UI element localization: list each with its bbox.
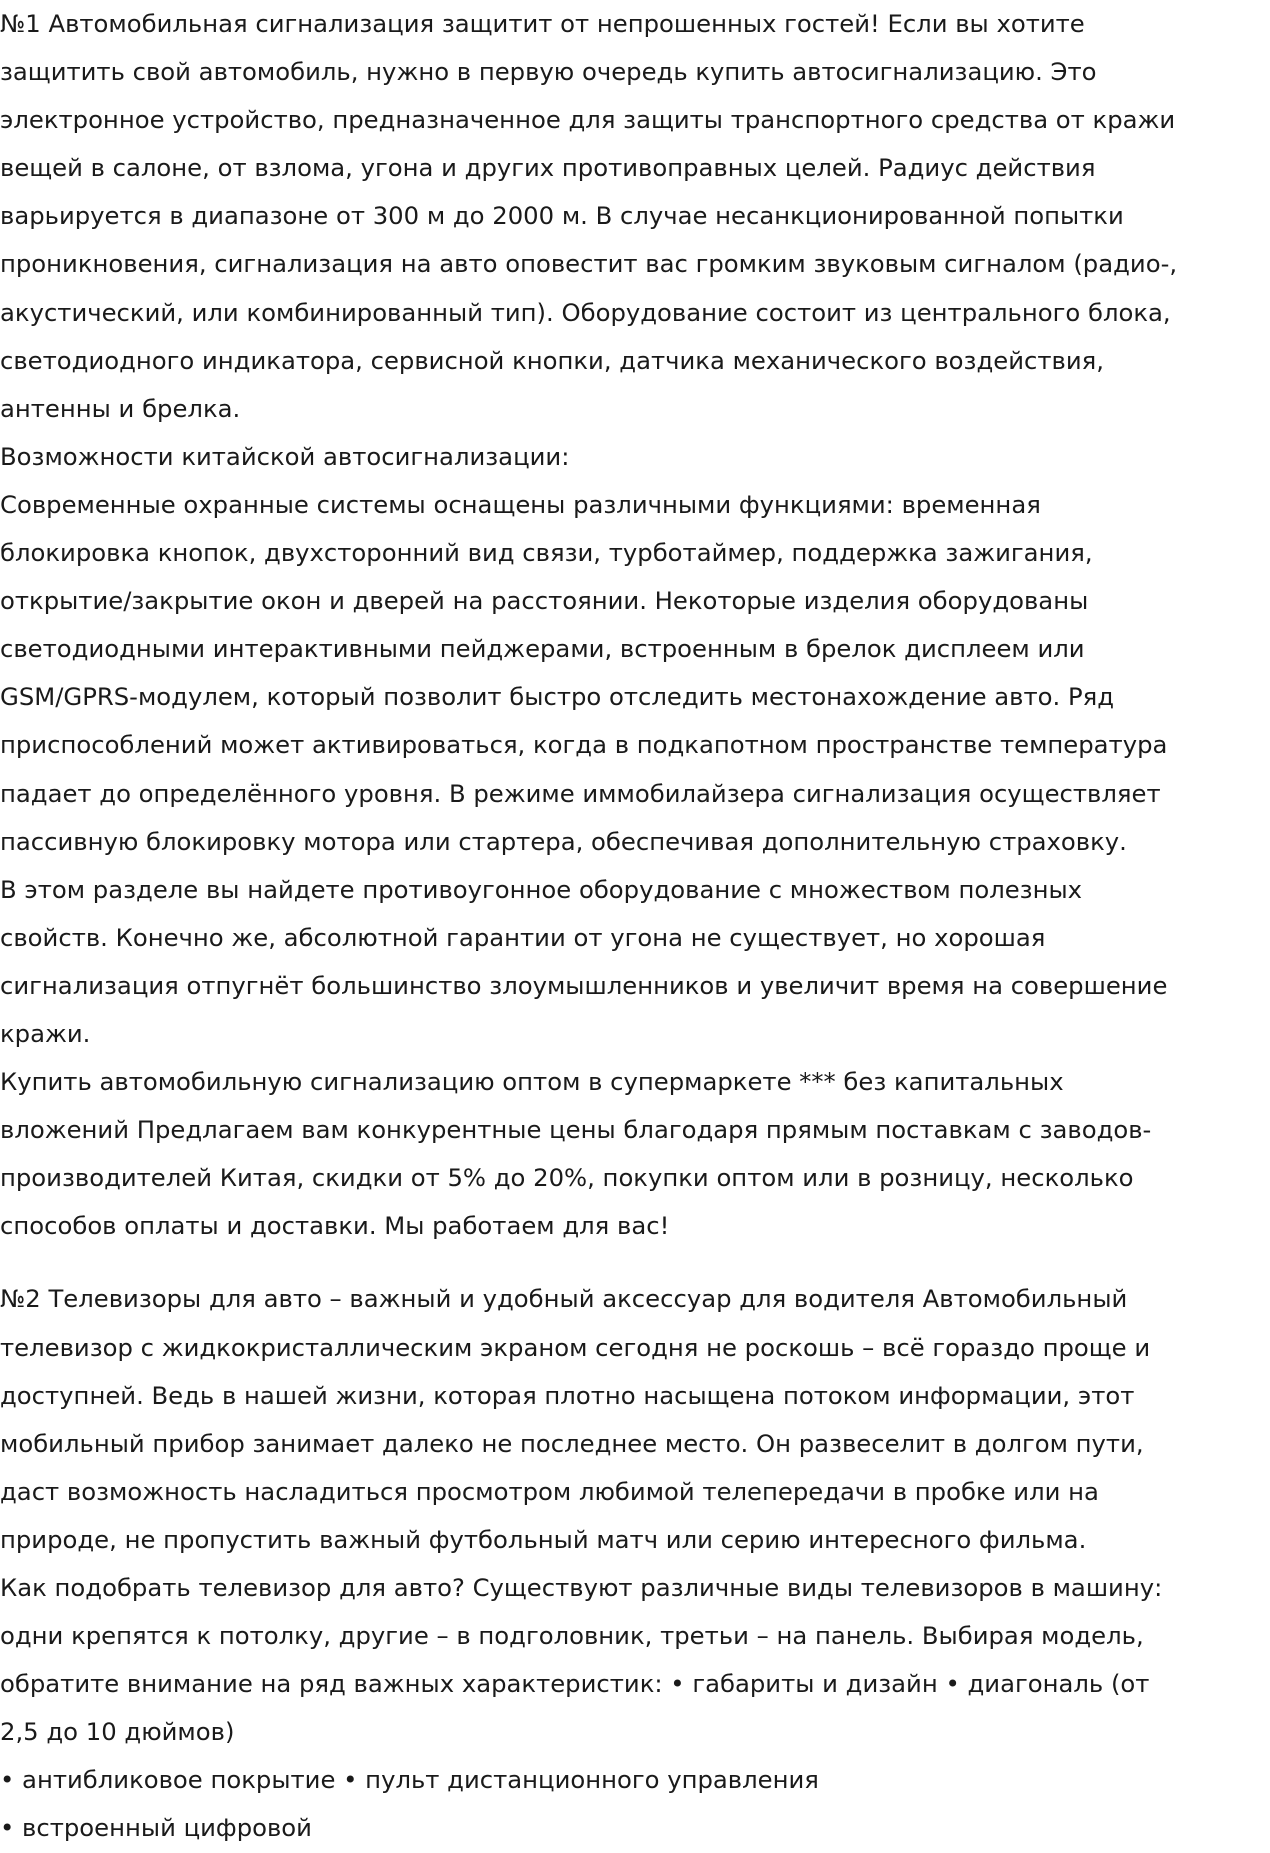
paragraph-car-tv-intro: №2 Телевизоры для авто – важный и удобный аксессуар для водителя Автомобильный телевизор с жидкокристаллическим экраном сегодня не роскошь – всё гораздо проще и доступней. Ведь в нашей жизни, которая плотно насыщена потоком информации, этот мобильный прибор занимает далеко не последнее место. Он развеселит в долгом пути, даст возможность насладиться просмотром любимой телепередачи в пробке или на природе, не пропустить важный футбольный матч или серию интересного фильма.	[0, 1284, 1151, 1554]
paragraph-car-tv-list-1: • антибликовое покрытие • пульт дистанционного управления	[0, 1765, 819, 1795]
paragraph-alarm-buy: Купить автомобильную сигнализацию оптом в супермаркете *** без капитальных вложений Предлагаем вам конкурентные цены благодаря прямым поставкам с заводов- производителей Китая, скидки от 5% до 20%, покупки оптом или в розницу, несколько способов оплаты и доставки. Мы работаем для вас!	[0, 1067, 1152, 1241]
paragraph-car-tv-list-2: • встроенный цифровой	[0, 1813, 312, 1843]
paragraph-alarm-features: Современные охранные системы оснащены различными функциями: временная блокировка кнопок, двухсторонний вид связи, турботаймер, поддержка зажигания, открытие/закрытие окон и дверей на расстоянии. Некоторые изделия оборудованы светодиодными интерактивными пейджерами, встроенным в брелок дисплеем или GSM/GPRS-модулем, который позволит быстро отследить местонахождение авто. Ряд приспособлений может активироваться, когда в подкапотном пространстве температура падает до определённого уровня. В режиме иммобилайзера сигнализация осуществляет пассивную блокировку мотора или стартера, обеспечивая дополнительную страховку.	[0, 489, 1168, 856]
paragraph-car-alarm-intro: №1 Автомобильная сигнализация защитит от непрошенных гостей! Если вы хотите защитить свой автомобиль, нужно в первую очередь купить автосигнализацию. Это электронное устройство, предназначенное для защиты транспортного средства от кражи вещей в салоне, от взлома, угона и других противоправных целей. Радиус действия варьируется в диапазоне от 300 м до 2000 м. В случае несанкционированной попытки проникновения, сигнализация на авто оповестит вас громким звуковым сигналом (радио-, акустический, или комбинированный тип). Оборудование состоит из центрального блока, светодиодного индикатора, сервисной кнопки, датчика механического воздействия, антенны и брелка.	[0, 9, 1178, 423]
paragraph-gap	[0, 1250, 1268, 1275]
paragraph-car-tv-choose: Как подобрать телевизор для авто? Существуют различные виды телевизоров в машину: одни крепятся к потолку, другие – в подголовник, третьи – на панель. Выбирая модель, обратите внимание на ряд важных характеристик: • габариты и дизайн • диагональ (от 2,5 до 10 дюймов)	[0, 1573, 1163, 1747]
paragraph-alarm-section: В этом разделе вы найдете противоугонное оборудование с множеством полезных свойств. Конечно же, абсолютной гарантии от угона не существует, но хорошая сигнализация отпугнёт большинство злоумышленников и увеличит время на совершение кражи.	[0, 874, 1168, 1048]
paragraph-alarm-features-heading: Возможности китайской автосигнализации:	[0, 441, 570, 471]
